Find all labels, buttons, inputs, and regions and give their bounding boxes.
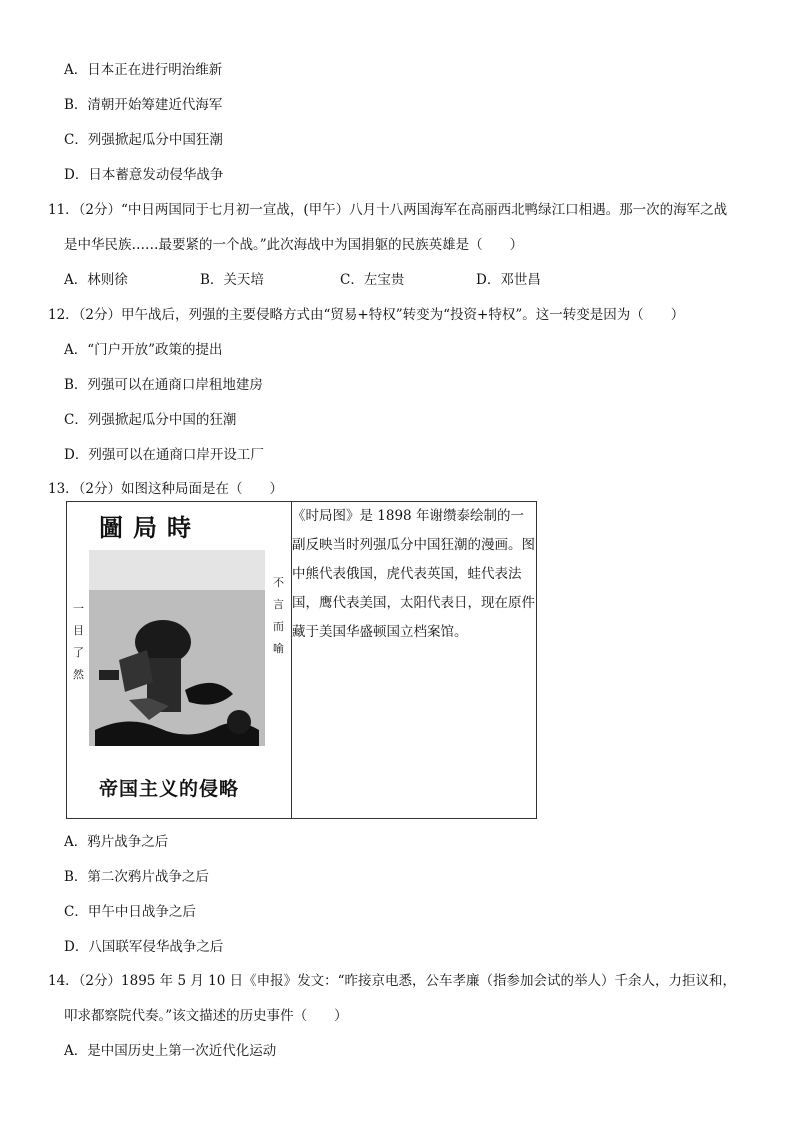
q11-option-b: B．关天培: [200, 272, 264, 288]
q12-option-d: D．列强可以在通商口岸开设工厂: [64, 447, 264, 463]
q11-stem-line2: 是中华民族……最要紧的一个战。”此次海战中为国捐躯的民族英雄是（ ）: [64, 237, 524, 253]
figure-description: 《时局图》是 1898 年谢缵泰绘制的一副反映当时列强瓜分中国狂潮的漫画。图中熊代表俄国，虎代表英国，蛙代表法国，鹰代表美国，太阳代表日，现在原件藏于美国华盛顿国立档案馆。: [292, 502, 537, 819]
q14-option-a: A．是中国历史上第一次近代化运动: [64, 1043, 277, 1059]
q13-option-b: B．第二次鸦片战争之后: [64, 869, 209, 885]
q10-option-b: B．清朝开始筹建近代海军: [64, 97, 223, 113]
q13-option-a: A．鸦片战争之后: [64, 834, 169, 850]
q12-stem: 12．（2分）甲午战后，列强的主要侵略方式由“贸易+特权”转变为“投资+特权”。这一转变是因为（ ）: [48, 307, 685, 323]
q11-option-c: C．左宝贵: [340, 272, 405, 288]
q11-options: [64, 268, 541, 288]
cartoon-left-text: 一目了然: [73, 602, 84, 681]
q14-stem-line1: 14．（2分）1895 年 5 月 10 日《申报》发文：“昨接京电悉，公车孝廉（指参加会试的举人）千余人，力拒议和，: [48, 973, 736, 989]
q13-figure-table: [66, 501, 537, 819]
q11-option-a: A．林则徐: [64, 272, 128, 288]
shiju-tu-cartoon-image: [89, 550, 265, 746]
q10-option-a: A．日本正在进行明治维新: [64, 62, 223, 78]
q13-stem: 13．（2分）如图这种局面是在（ ）: [48, 481, 284, 497]
q12-option-a: A．“门户开放”政策的提出: [64, 342, 223, 358]
q10-option-c: C．列强掀起瓜分中国狂潮: [64, 132, 223, 148]
q13-option-d: D．八国联军侵华战争之后: [64, 939, 224, 955]
q12-option-b: B．列强可以在通商口岸租地建房: [64, 377, 263, 393]
cartoon-caption: 帝国主义的侵略: [99, 778, 240, 800]
cartoon-title: 圖局時: [99, 513, 201, 542]
q12-option-c: C．列强掀起瓜分中国的狂潮: [64, 412, 237, 428]
q11-stem-line1: 11．（2分）“中日两国同于七月初一宣战，(甲午）八月十八两国海军在高丽西北鸭绿江口相遇。那一次的海军之战: [48, 202, 728, 218]
cartoon-right-text: 不言而喻: [273, 576, 284, 655]
q11-option-d: D．邓世昌: [476, 272, 541, 288]
cartoon-cell: [67, 502, 292, 819]
q10-option-d: D．日本蓄意发动侵华战争: [64, 167, 224, 183]
q14-stem-line2: 叩求都察院代奏。”该文描述的历史事件（ ）: [64, 1008, 348, 1024]
q13-option-c: C．甲午中日战争之后: [64, 904, 196, 920]
